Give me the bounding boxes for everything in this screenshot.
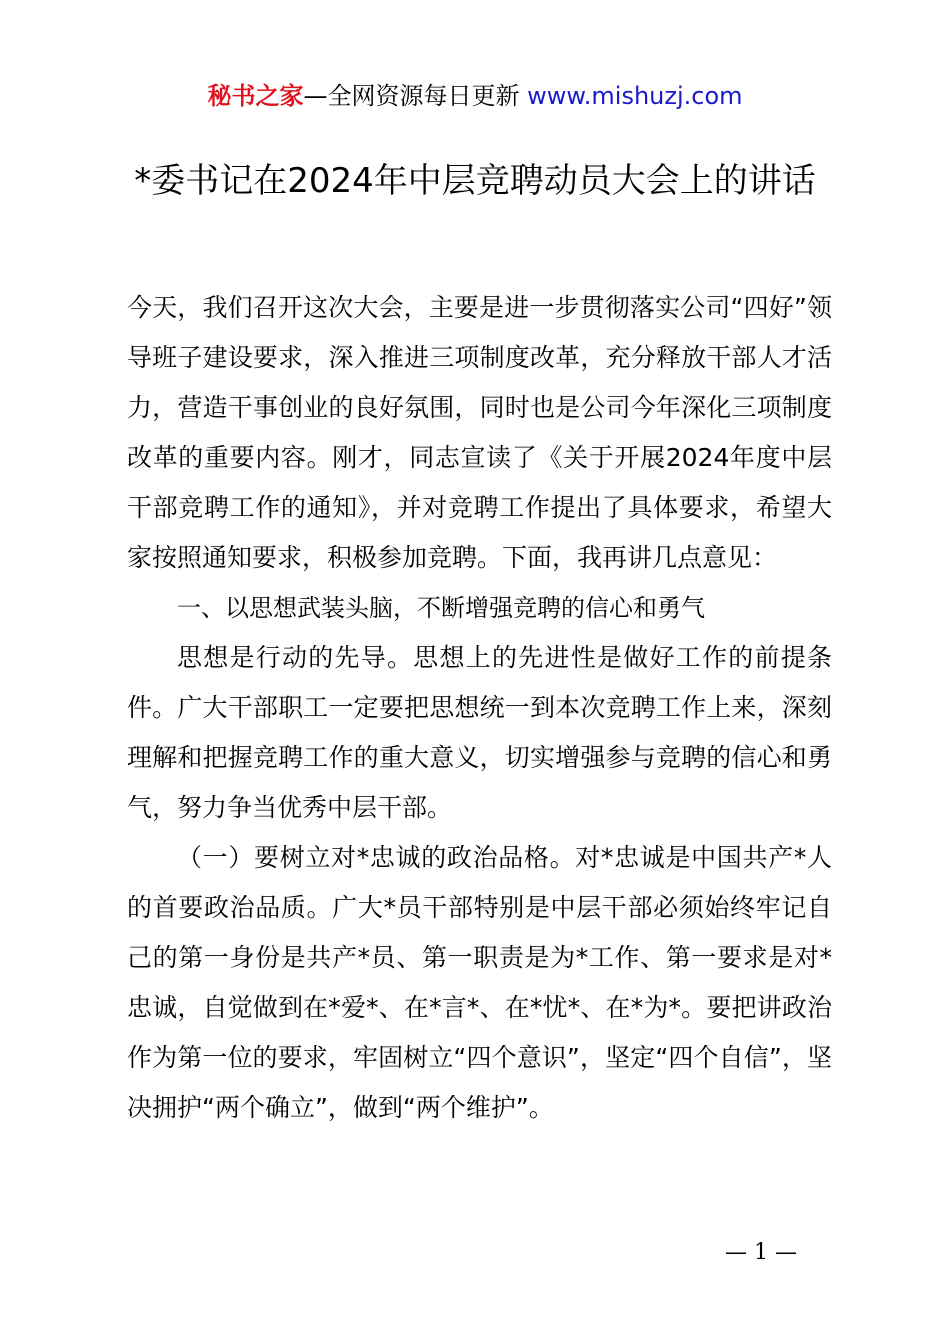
intro-paragraph: 今天，我们召开这次大会，主要是进一步贯彻落实公司“四好”领导班子建设要求，深入推进三项制度改革，充分释放干部人才活力，营造干事创业的良好氛围，同时也是公司今年深化三项制度改革的重要内容。刚才，同志宣读了《关于开展2024年度中层干部竞聘工作的通知》，并对竞聘工作提出了具体要求，希望大家按照通知要求，积极参加竞聘。下面，我再讲几点意见： — [127, 293, 832, 572]
subsection-paragraph: （一）要树立对*忠诚的政治品格。对*忠诚是中国共产*人的首要政治品质。广大*员干部特别是中层干部必须始终牢记自己的第一身份是共产*员、第一职责是为*工作、第一要求是对*忠诚，自觉做到在*爱*、在*言*、在*忧*、在*为*。要把讲政治作为第一位的要求，牢固树立“四个意识”，坚定“四个自信”，坚决拥护“两个确立”，做到“两个维护”。 — [127, 843, 832, 1122]
document-body — [127, 283, 832, 1133]
page-number: — 1 — — [725, 1240, 797, 1265]
site-name: 秘书之家 — [207, 82, 304, 110]
site-header — [0, 80, 950, 112]
body-paragraph: 思想是行动的先导。思想上的先进性是做好工作的前提条件。广大干部职工一定要把思想统一到本次竞聘工作上来，深刻理解和把握竞聘工作的重大意义，切实增强参与竞聘的信心和勇气，努力争当优秀中层干部。 — [127, 643, 832, 822]
site-url-link[interactable]: www.mishuzj.com — [527, 82, 743, 110]
site-slogan: —全网资源每日更新 — [303, 82, 520, 110]
section-heading: 一、以思想武装头脑，不断增强竞聘的信心和勇气 — [177, 594, 705, 622]
document-title: *委书记在2024年中层竞聘动员大会上的讲话 — [134, 161, 816, 201]
